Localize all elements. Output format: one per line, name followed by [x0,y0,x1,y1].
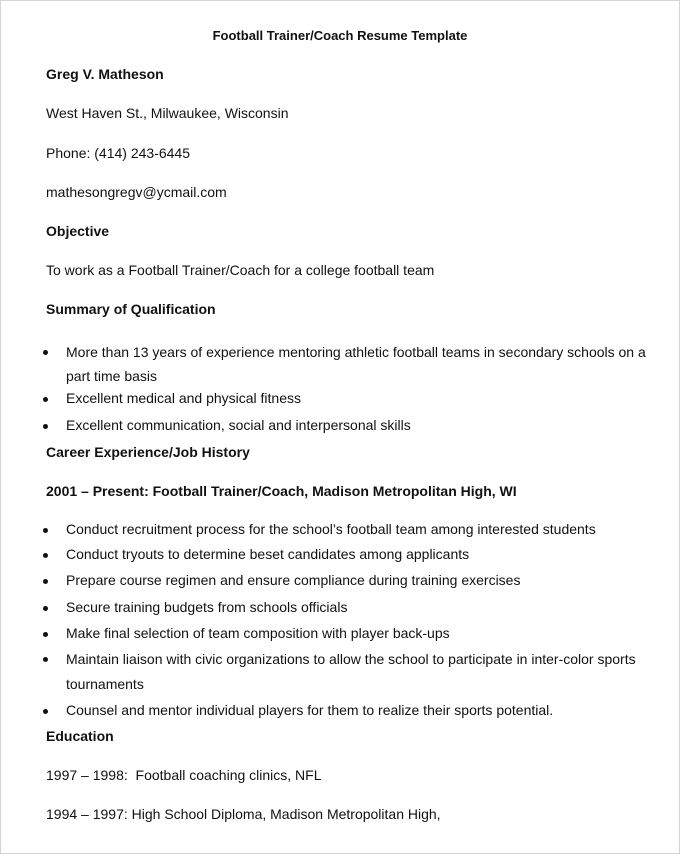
bullet-icon [43,528,48,533]
list-item [0,647,680,697]
address: West Haven St., Milwaukee, Wisconsin [46,105,289,121]
bullet-icon [43,579,48,584]
bullet-icon [43,350,48,355]
list-item-text: Make final selection of team composition with player back-ups [66,625,450,641]
list-item-text: Secure training budgets from schools officials [66,599,348,615]
bullet-icon [43,424,48,429]
list-item [0,599,680,625]
list-item-text: Prepare course regimen and ensure compliance during training exercises [66,572,521,588]
list-item-text: Conduct tryouts to determine beset candidates among applicants [66,546,470,562]
bullet-icon [43,397,48,402]
summary-list [0,340,680,444]
education-heading: Education [46,728,114,744]
phone: Phone: (414) 243-6445 [46,145,190,161]
list-item [0,521,680,546]
list-item [0,546,680,572]
list-item-text: Conduct recruitment process for the school’s football team among interested students [66,521,596,537]
email: mathesongregv@ycmail.com [46,184,227,200]
list-item [0,340,680,388]
job-heading: 2001 – Present: Football Trainer/Coach, Madison Metropolitan High, WI [46,483,517,499]
education-item: 1994 – 1997: High School Diploma, Madison Metropolitan High, [46,806,441,822]
summary-heading: Summary of Qualification [46,301,216,317]
list-item-text: Counsel and mentor individual players for them to realize their sports potential. [66,702,554,718]
list-item [0,702,680,728]
list-item [0,572,680,599]
list-item-text: Excellent communication, social and interpersonal skills [66,417,411,433]
objective-heading: Objective [46,223,110,239]
bullet-icon [43,553,48,558]
bullet-icon [43,657,48,662]
list-item [0,390,680,417]
document-title: Football Trainer/Coach Resume Template [212,28,468,43]
objective-text: To work as a Football Trainer/Coach for a college football team [46,262,435,278]
bullet-icon [43,632,48,637]
list-item-text: Maintain liaison with civic organizations to allow the school to participate in inter-color sports tournaments [66,651,636,692]
bullet-icon [43,606,48,611]
education-item: 1997 – 1998: Football coaching clinics, NFL [46,767,322,783]
job-duties-list [0,521,680,728]
list-item [0,417,680,444]
list-item-text: Excellent medical and physical fitness [66,390,302,406]
career-heading: Career Experience/Job History [46,444,250,460]
list-item-text: More than 13 years of experience mentoring athletic football teams in secondary schools on a part time basis [66,344,646,384]
bullet-icon [43,709,48,714]
candidate-name: Greg V. Matheson [46,66,164,82]
